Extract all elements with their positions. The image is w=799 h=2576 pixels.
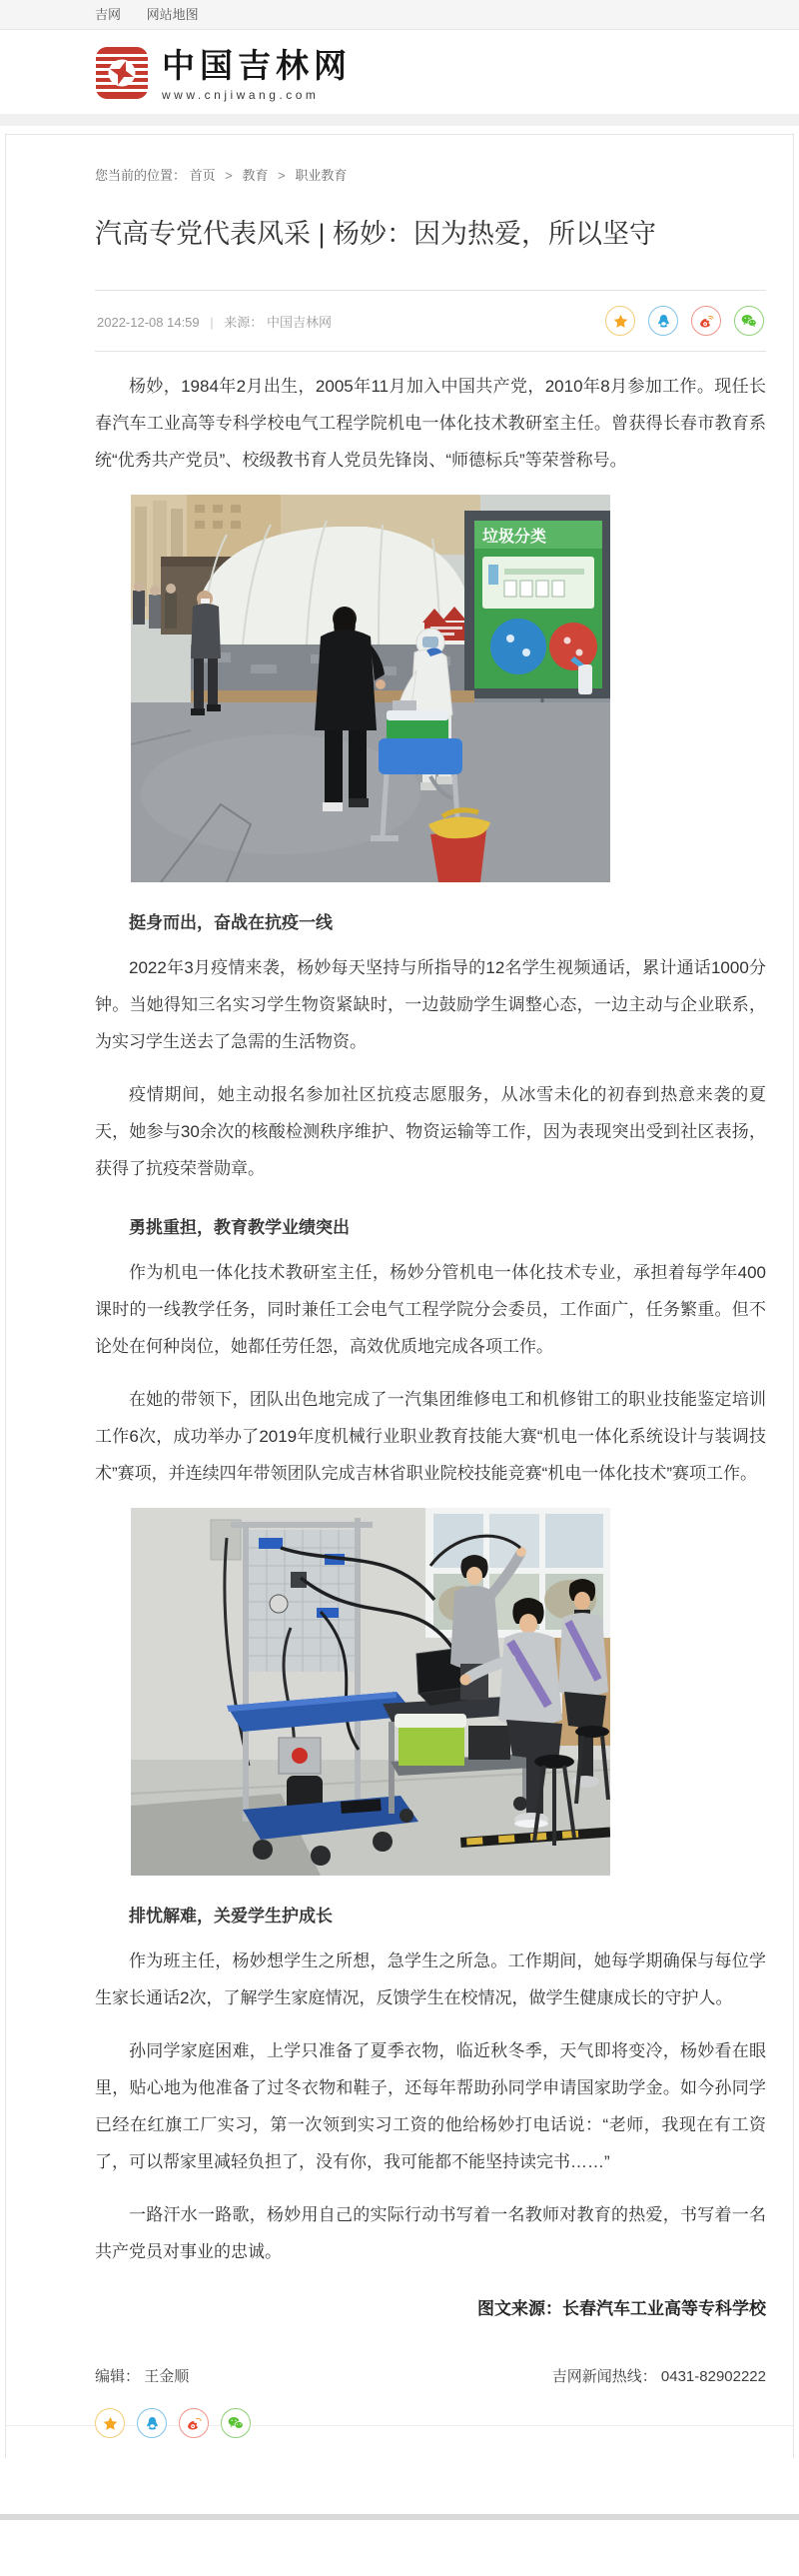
weibo-icon xyxy=(698,313,715,330)
footer-share-weibo-button[interactable] xyxy=(179,2408,209,2438)
section-heading: 挺身而出，奋战在抗疫一线 xyxy=(129,913,333,932)
source-name: 中国吉林网 xyxy=(266,314,332,330)
article-meta-bar xyxy=(95,290,766,352)
site-name[interactable]: 中国吉林网 xyxy=(162,49,352,85)
photo-2-illustration xyxy=(131,1508,610,1876)
article-paragraph: 疫情期间，她主动报名参加社区抗疫志愿服务，从冰雪未化的初春到热意来袭的夏天，她参与30余次的核酸检测秩序维护、物资运输等工作，因为表现突出受到社区表扬，获得了抗疫荣誉勋章。 xyxy=(95,1085,766,1178)
wechat-icon xyxy=(740,312,758,330)
share-toolbar xyxy=(605,306,764,336)
article-paragraph: 作为班主任，杨妙想学生之所想，急学生之所急。工作期间，她每学期确保与每位学生家长通话2次，了解学生家庭情况，反馈学生在校情况，做学生健康成长的守护人。 xyxy=(95,1951,766,2007)
topbar xyxy=(0,0,799,30)
wechat-icon xyxy=(227,2414,245,2432)
article-paragraph: 在她的带领下，团队出色地完成了一汽集团维修电工和机修钳工的职业技能鉴定培训工作6次，成功举办了2019年度机械行业职业教育技能大赛“机电一体化系统设计与装调技术”赛项，并连续四年带领团队完成吉林省职业院校技能竞赛“机电一体化技术”赛项工作。 xyxy=(95,1390,766,1483)
site-logo-seal-icon[interactable] xyxy=(95,46,149,105)
breadcrumb-link-education[interactable]: 教育 xyxy=(242,168,269,183)
article-footer xyxy=(95,2365,766,2386)
section-heading: 排忧解难，关爱学生护成长 xyxy=(129,1907,333,1926)
bottom-bar xyxy=(0,2514,799,2520)
share-wechat-button[interactable] xyxy=(734,306,764,336)
article-body xyxy=(95,368,766,2319)
qzone-star-icon xyxy=(102,2415,119,2432)
qzone-star-icon xyxy=(612,313,629,330)
hotline-label: 吉网新闻热线： xyxy=(551,2368,657,2385)
share-weibo-button[interactable] xyxy=(691,306,721,336)
breadcrumb-separator: > xyxy=(225,168,233,183)
topbar-link-jiwang[interactable]: 吉网 xyxy=(95,7,122,22)
site-header xyxy=(0,30,799,126)
bottom-spacer xyxy=(0,2458,799,2514)
breadcrumb-link-vocational-education[interactable]: 职业教育 xyxy=(295,168,348,183)
article-paragraph: 作为机电一体化技术教研室主任，杨妙分管机电一体化技术专业，承担着每学年400课时的一线教学任务，同时兼任工会电气工程学院分会委员，工作面广，任务繁重。但不论处在何种岗位，她都任劳任怨，高效优质地完成各项工作。 xyxy=(95,1263,766,1356)
breadcrumb-prefix: 您当前的位置： xyxy=(95,168,187,183)
editor-label: 编辑： xyxy=(95,2368,141,2385)
section-heading: 勇挑重担，教育教学业绩突出 xyxy=(129,1218,350,1237)
source-label: 来源： xyxy=(224,314,264,330)
article-card xyxy=(5,134,794,2458)
weibo-icon xyxy=(186,2415,203,2432)
breadcrumb-separator: > xyxy=(278,168,286,183)
editor-name: 王金顺 xyxy=(144,2368,190,2385)
footer-share-section xyxy=(95,2408,766,2442)
breadcrumb-link-home[interactable]: 首页 xyxy=(189,168,216,183)
article-photo-2 xyxy=(131,1508,610,1876)
topbar-link-sitemap[interactable]: 网站地图 xyxy=(146,7,199,22)
share-qzone-button[interactable] xyxy=(605,306,635,336)
hotline-number: 0431-82902222 xyxy=(660,2368,766,2385)
breadcrumb xyxy=(95,165,766,184)
meta-separator: | xyxy=(210,314,214,330)
hotline-info xyxy=(552,2365,766,2386)
qq-penguin-icon xyxy=(144,2415,161,2432)
photo-sign-text: 垃圾分类 xyxy=(482,529,547,546)
qq-penguin-icon xyxy=(655,313,672,330)
editor-info xyxy=(95,2365,189,2386)
footer-share-toolbar xyxy=(95,2408,251,2438)
photo-1-illustration xyxy=(131,495,610,882)
footer-share-qq-button[interactable] xyxy=(137,2408,167,2438)
footer-share-wechat-button[interactable] xyxy=(221,2408,251,2438)
site-url: www.cnjiwang.com xyxy=(162,88,320,102)
credit-line: 图文来源：长春汽车工业高等专科学校 xyxy=(477,2299,766,2318)
article-paragraph: 2022年3月疫情来袭，杨妙每天坚持与所指导的12名学生视频通话，累计通话1000分钟。当她得知三名实习学生物资紧缺时，一边鼓励学生调整心态，一边主动与企业联系，为实习学生送去了急需的生活物资。 xyxy=(95,958,766,1051)
article-photo-1 xyxy=(131,495,610,882)
article-title: 汽高专党代表风采 | 杨妙：因为热爱，所以坚守 xyxy=(95,219,657,249)
publish-date: 2022-12-08 14:59 xyxy=(97,314,200,330)
article-paragraph: 孙同学家庭困难，上学只准备了夏季衣物，临近秋冬季，天气即将变冷，杨妙看在眼里，贴心地为他准备了过冬衣物和鞋子，还每年帮助孙同学申请国家助学金。如今孙同学已经在红旗工厂实习，第一次领到实习工资的他给杨妙打电话说：“老师，我现在有工资了，可以帮家里减轻负担了，没有你，我可能都不能坚持读完书……” xyxy=(95,2041,766,2171)
share-qq-button[interactable] xyxy=(648,306,678,336)
article-paragraph: 一路汗水一路歌，杨妙用自己的实际行动书写着一名教师对教育的热爱，书写着一名共产党员对事业的忠诚。 xyxy=(95,2205,766,2261)
footer-share-qzone-button[interactable] xyxy=(95,2408,125,2438)
article-paragraph: 杨妙，1984年2月出生，2005年11月加入中国共产党，2010年8月参加工作。现任长春汽车工业高等专科学校电气工程学院机电一体化技术教研室主任。曾获得长春市教育系统“优秀共产党员”、校级教书育人党员先锋岗、“师德标兵”等荣誉称号。 xyxy=(95,377,766,470)
